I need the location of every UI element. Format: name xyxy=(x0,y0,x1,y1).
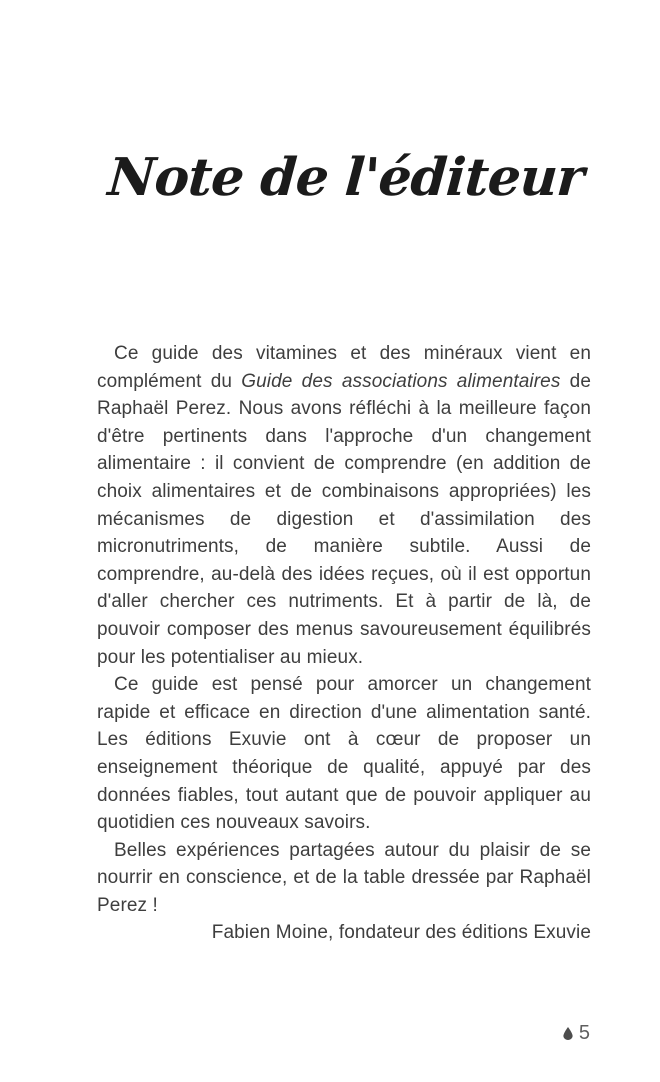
paragraph-1 xyxy=(97,340,591,671)
body-text xyxy=(97,340,591,947)
paragraph-1-end: de Raphaël Perez. Nous avons réfléchi à la meilleure façon d'être pertinents dans l'approche d'un changement alimentaire : il convient de comprendre (en addition de choix alimentaires et de combinaisons appropriées) les mécanismes de digestion et d'assimilation des micronutriments, de manière subtile. Aussi de comprendre, au-delà des idées reçues, où il est opportun d'aller chercher ces nutriments. Et à partir de là, de pouvoir composer des menus savoureusement équilibrés pour les potentialiser au mieux. xyxy=(97,370,591,668)
signature-line: Fabien Moine, fondateur des éditions Exuvie xyxy=(211,922,591,944)
book-title-reference: Guide des associations alimentaires xyxy=(241,370,561,392)
drop-icon xyxy=(563,1027,573,1040)
paragraph-3: Belles expériences partagées autour du plaisir de se nourrir en conscience, et de la table dressée par Raphaël Perez ! xyxy=(97,839,591,916)
page-footer xyxy=(563,1022,590,1045)
paragraph-1-start: Ce guide des vitamines et des minéraux vient en complément du xyxy=(97,343,591,392)
page-number: 5 xyxy=(578,1022,590,1044)
chapter-title: Note de l'éditeur xyxy=(106,146,586,208)
paragraph-2: Ce guide est pensé pour amorcer un changement rapide et efficace en direction d'une alimentation santé. Les éditions Exuvie ont à cœur de proposer un enseignement théorique de qualité, appuyé par des données fiables, tout autant que de pouvoir appliquer au quotidien ces nouveaux savoirs. xyxy=(97,674,591,834)
